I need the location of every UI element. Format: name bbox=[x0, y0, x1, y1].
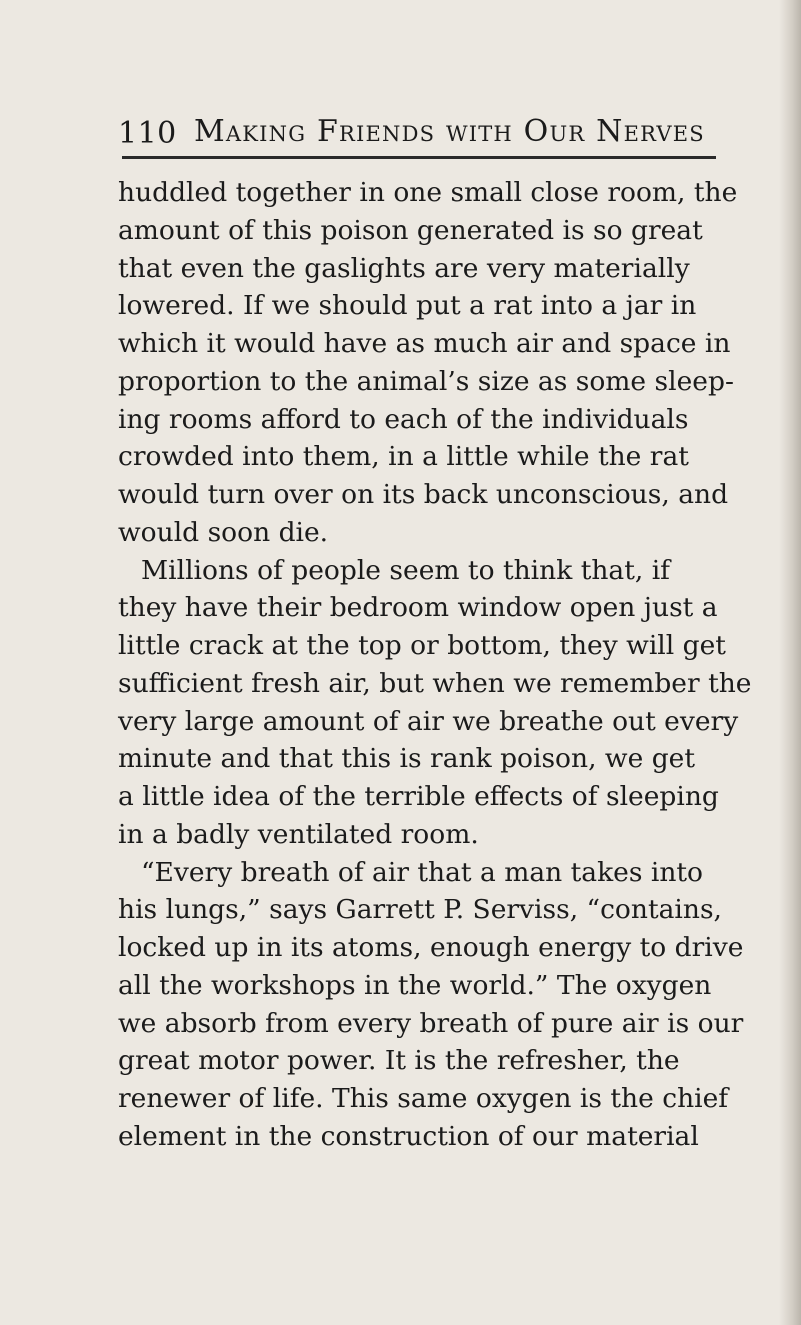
text-line: huddled together in one small close room, the bbox=[118, 177, 738, 208]
text-line: that even the gaslights are very materially bbox=[118, 252, 690, 284]
text-line: in a badly ventilated room. bbox=[118, 818, 479, 850]
page-edge-shadow bbox=[779, 0, 801, 1325]
text-line: they have their bedroom window open just a bbox=[118, 592, 718, 624]
text-line: element in the construction of our material bbox=[118, 1120, 699, 1152]
text-line: “Every breath of air that a man takes into bbox=[141, 856, 703, 888]
text-line: all the workshops in the world.” The oxygen bbox=[118, 969, 712, 1001]
text-line: proportion to the animal’s size as some sleep- bbox=[118, 365, 734, 397]
text-line: minute and that this is rank poison, we get bbox=[118, 743, 696, 775]
text-line: Millions of people seem to think that, if bbox=[141, 554, 670, 586]
header-rule bbox=[122, 156, 716, 159]
text-line: a little idea of the terrible effects of sleeping bbox=[118, 781, 719, 812]
text-line: lowered. If we should put a rat into a jar in bbox=[118, 290, 697, 322]
running-head bbox=[118, 96, 728, 158]
text-line: crowded into them, in a little while the rat bbox=[118, 441, 689, 473]
running-head-title: Making Friends with Our Nerves bbox=[194, 114, 705, 149]
body-text bbox=[118, 174, 752, 1156]
book-page bbox=[118, 96, 752, 1152]
text-line: ing rooms afford to each of the individuals bbox=[118, 403, 689, 435]
page-number: 110 bbox=[118, 116, 177, 151]
text-line: we absorb from every breath of pure air is our bbox=[118, 1007, 744, 1039]
text-line: renewer of life. This same oxygen is the chief bbox=[118, 1083, 729, 1114]
text-line: sufficient fresh air, but when we remember the bbox=[118, 667, 752, 699]
text-line: would turn over on its back unconscious, and bbox=[118, 479, 729, 510]
text-line: little crack at the top or bottom, they will get bbox=[118, 630, 726, 661]
text-line: would soon die. bbox=[118, 516, 329, 548]
text-line: which it would have as much air and space in bbox=[118, 328, 731, 359]
text-line: his lungs,” says Garrett P. Serviss, “contains, bbox=[118, 894, 722, 926]
text-line: amount of this poison generated is so great bbox=[118, 214, 703, 246]
text-line: very large amount of air we breathe out every bbox=[118, 705, 739, 737]
text-line: locked up in its atoms, enough energy to drive bbox=[118, 932, 744, 963]
text-line: great motor power. It is the refresher, the bbox=[118, 1045, 680, 1077]
